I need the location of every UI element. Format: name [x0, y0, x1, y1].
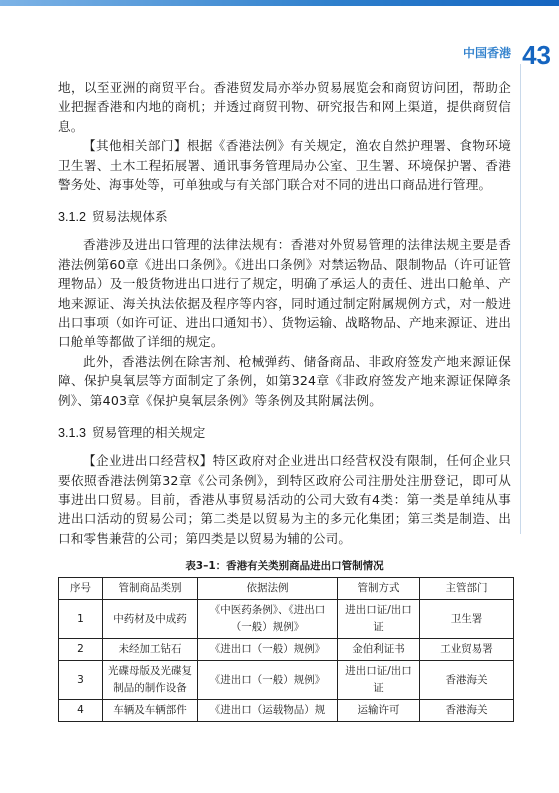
section-title: 贸易法规体系	[92, 209, 168, 225]
table-cell: 卫生署	[420, 600, 514, 639]
page-number: 43	[522, 40, 551, 70]
table-row	[59, 661, 514, 700]
paragraph-1: 地，以至亚洲的商贸平台。香港贸发局亦举办贸易展览会和商贸访问团，帮助企业把握香港和内地的商机；并透过商贸刊物、研究报告和网上渠道，提供商贸信息。	[58, 80, 511, 134]
section-label: 中国香港	[462, 46, 511, 60]
section-heading-3-1-3	[58, 422, 511, 441]
table-caption: 表3–1：香港有关类别商品进出口管制情况	[185, 560, 384, 573]
table-cell: 运输许可	[338, 700, 420, 722]
table-cell: 光碟母版及光碟复制品的制作设备	[103, 661, 198, 700]
paragraph-3: 香港涉及进出口管理的法律法规有：香港对外贸易管理的法律法规主要是香港法例第60章《进出口条例》。《进出口条例》对禁运物品、限制物品（许可证管理物品）及一般货物进出口进行了规定，明确了承运人的责任、进出口舱单、产地来源证、海关执法依据及程序等内容，同时通过制定附属规例方式，对一般进出口事项（如许可证、进出口通知书）、货物运输、战略物品、产地来源证、进出口舱单等都做了详细的规定。	[58, 237, 511, 350]
section-number: 3.1.3	[58, 426, 87, 441]
table-cell: 《进出口（一般）规例》	[198, 661, 338, 700]
table-cell: 《中医药条例》、《进出口（一般）规例》	[198, 600, 338, 639]
section-title: 贸易管理的相关规定	[92, 425, 206, 441]
table-cell: 进出口证/出口证	[338, 661, 420, 700]
header-cell: 管制商品类别	[103, 578, 198, 600]
table-cell: 未经加工钻石	[103, 639, 198, 661]
table-row	[59, 600, 514, 639]
table-row	[59, 700, 514, 722]
table-cell: 4	[59, 700, 103, 722]
header-cell: 序号	[59, 578, 103, 600]
table-cell: 车辆及车辆部件	[103, 700, 198, 722]
table-cell: 中药材及中成药	[103, 600, 198, 639]
table-cell: 《进出口（运载物品）规	[198, 700, 338, 722]
header-cell: 管制方式	[338, 578, 420, 600]
control-table	[58, 577, 514, 722]
paragraph-4: 此外，香港法例在除害剂、枪械弹药、储备商品、非政府签发产地来源证保障、保护臭氧层等方面制定了条例，如第324章《非政府签发产地来源证保障条例》、第403章《保护臭氧层条例》等条例及其附属法例。	[58, 353, 511, 408]
section-number: 3.1.2	[58, 210, 87, 225]
table-row	[59, 639, 514, 661]
table-cell: 金伯利证书	[338, 639, 420, 661]
header-cell: 依据法例	[198, 578, 338, 600]
table-cell: 3	[59, 661, 103, 700]
table-cell: 工业贸易署	[420, 639, 514, 661]
page-content	[58, 78, 511, 722]
side-divider	[520, 64, 521, 534]
table-cell: 香港海关	[420, 661, 514, 700]
table-cell: 进出口证/出口证	[338, 600, 420, 639]
table-cell: 1	[59, 600, 103, 639]
paragraph-2: 【其他相关部门】根据《香港法例》有关规定，渔农自然护理署、食物环境卫生署、土木工程拓展署、通讯事务管理局办公室、卫生署、环境保护署、香港警务处、海事处等，可单独或与有关部门联合对不同的进出口商品进行管理。	[58, 138, 511, 193]
table-cell: 《进出口（一般）规例》	[198, 639, 338, 661]
table-cell: 香港海关	[420, 700, 514, 722]
section-heading-3-1-2	[58, 206, 511, 225]
table-cell: 2	[59, 639, 103, 661]
table-header-row	[59, 578, 514, 600]
header-accent-bar	[0, 0, 559, 6]
header-cell: 主管部门	[420, 578, 514, 600]
paragraph-5: 【企业进出口经营权】特区政府对企业进出口经营权没有限制，任何企业只要依照香港法例第32章《公司条例》，到特区政府公司注册处注册登记，即可从事进出口贸易。目前，香港从事贸易活动的公司大致有4类：第一类是单纯从事进出口活动的贸易公司；第二类是以贸易为主的多元化集团；第三类是制造、出口和零售兼营的公司；第四类是以贸易为辅的公司。	[58, 453, 511, 546]
